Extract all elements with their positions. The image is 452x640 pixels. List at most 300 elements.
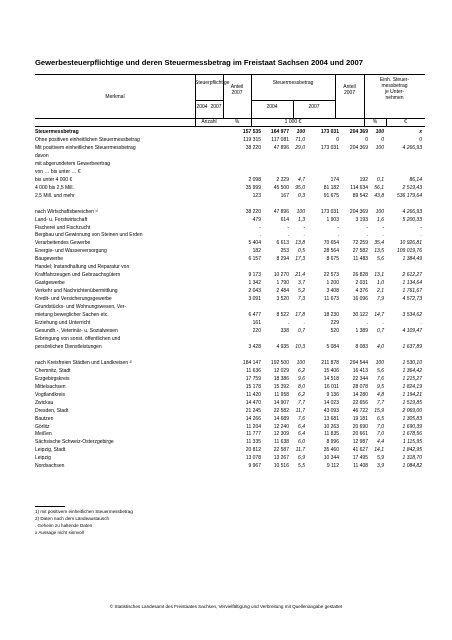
table-row — [35, 336, 425, 343]
table-cell: 0,1 — [377, 176, 384, 183]
table-cell: 6,4 — [298, 431, 305, 438]
table-cell: 28 078 — [352, 383, 368, 390]
table-cell: 100 — [296, 129, 305, 135]
table-row — [35, 431, 425, 438]
table-cell: 3 428 — [248, 343, 261, 350]
table-cell: 16 096 — [352, 296, 368, 303]
table-cell: 3,9 — [377, 463, 384, 470]
table-cell: . — [303, 320, 305, 327]
table-row — [35, 304, 425, 311]
header-einh-4: nehmen — [385, 95, 404, 101]
table-cell: 114 634 — [350, 184, 368, 191]
table-cell: 9 136 — [326, 391, 339, 398]
year-rule — [195, 100, 223, 101]
table-row — [35, 352, 425, 359]
header-einh-3: je Unter- — [384, 89, 405, 95]
row-label: Fischerei und Fischzucht — [35, 224, 91, 231]
table-row — [35, 232, 425, 239]
row-label: 2,5 Mill. und mehr — [35, 192, 75, 199]
table-cell: 11 835 — [324, 431, 339, 438]
table-row — [35, 455, 425, 462]
table-cell: 100 — [375, 129, 384, 135]
table-cell: . — [382, 232, 384, 239]
table-cell: 6,2 — [298, 391, 305, 398]
table-row — [35, 376, 425, 383]
table-row — [35, 264, 425, 271]
table-cell: 0 — [336, 136, 339, 143]
table-cell: 9 967 — [248, 463, 261, 470]
row-label: Gesundh.-, Veterinär- u. Sozialwesen — [35, 328, 118, 334]
table-cell: 167 — [280, 192, 289, 199]
table-row — [35, 439, 425, 446]
table-cell: 1 384,49 — [402, 256, 422, 263]
unit-anzahl: Anzahl — [201, 119, 217, 125]
table-cell: 3 534,62 — [402, 312, 422, 319]
table-cell: 86,14 — [409, 176, 422, 183]
table-row — [35, 424, 425, 431]
table-cell: 9,6 — [298, 375, 305, 382]
table-cell: 20 661 — [352, 431, 368, 438]
row-label: Görlitz — [35, 423, 50, 430]
footnote: 1) mit positivem einheitlichen Steuermessbetrag — [35, 509, 133, 514]
header-steuerpflichtige: Steuerpflichtige — [195, 80, 230, 86]
table-row — [35, 145, 425, 152]
table-cell: 2,1 — [377, 288, 384, 295]
table-cell: 8 996 — [326, 439, 339, 446]
table-row — [35, 137, 425, 144]
table-cell: . — [287, 232, 289, 239]
unit-eur: € — [404, 119, 407, 125]
table-cell: 184 147 — [242, 359, 261, 366]
table-cell: 4,0 — [377, 343, 384, 350]
table-cell: 5,6 — [377, 256, 384, 263]
table-row — [35, 384, 425, 391]
table-cell: 173 031 — [320, 208, 339, 215]
table-cell: 13,1 — [374, 272, 384, 279]
row-label: Handel; Instandhaltung und Reparatur von — [35, 264, 130, 271]
table-cell: 7,6 — [298, 415, 305, 422]
row-label: mit abgerundetem Gewerbeertrag — [35, 160, 111, 167]
table-cell: 29,0 — [295, 144, 305, 151]
table-cell: 17,3 — [295, 256, 305, 263]
table-cell: 21,4 — [295, 272, 305, 279]
table-cell: - — [366, 224, 368, 231]
table-cell: 9 112 — [326, 463, 339, 470]
header-year-2004: 2004 — [196, 104, 208, 110]
footnote: 2) Daten nach dem Ländeaustausch — [35, 516, 110, 521]
table-cell: 1 824,19 — [402, 383, 422, 390]
table-cell: 22 656 — [352, 399, 368, 406]
row-label: 4 000 bis 2,5 Mill. — [35, 184, 74, 191]
table-cell: 1,3 — [298, 216, 305, 223]
table-cell: 22 582 — [273, 407, 289, 414]
table-cell: 15 406 — [323, 367, 339, 374]
table-cell: 2 069,00 — [402, 407, 422, 414]
table-cell: 1,6 — [377, 216, 384, 223]
table-cell: 100 — [296, 359, 305, 366]
table-row — [35, 447, 425, 454]
table-cell: 6,4 — [298, 423, 305, 430]
table-cell: 7,9 — [377, 296, 384, 303]
table-cell: 1 761,67 — [402, 288, 422, 295]
table-cell: 11 636 — [246, 367, 261, 374]
table-cell: 47 896 — [273, 208, 289, 215]
header-anteil-year: 2007 — [343, 90, 356, 96]
row-label: Land- u. Forstwirtschaft — [35, 216, 88, 223]
table-cell: 4 266,93 — [402, 208, 422, 215]
table-cell: 19 181 — [352, 415, 368, 422]
footnote-rule — [35, 506, 65, 507]
table-cell: 0,3 — [298, 192, 305, 199]
table-cell: 2 098 — [248, 176, 261, 183]
table-cell: 10,3 — [295, 343, 305, 350]
table-cell: 2 043 — [248, 288, 261, 295]
footnote: . Geheim zu haltende Daten — [35, 523, 93, 528]
table-cell: 11 408 — [353, 463, 368, 470]
table-cell: - — [382, 224, 384, 231]
table-cell: 100 — [296, 208, 305, 215]
row-label: bis unter 4 000 € — [35, 176, 73, 183]
table-cell: 12 987 — [352, 439, 368, 446]
table-row — [35, 153, 425, 160]
table-cell: 10 344 — [323, 455, 339, 462]
table-cell: 1 115,95 — [402, 439, 422, 446]
table-cell: 192 500 — [270, 359, 289, 366]
table-row — [35, 161, 425, 168]
table-cell: 536 179,64 — [396, 192, 422, 199]
table-cell: 5 404 — [248, 240, 261, 247]
row-label: Gastgewerbe — [35, 280, 65, 287]
row-label: Chemnitz, Stadt — [35, 367, 71, 374]
table-cell: 14 689 — [273, 415, 289, 422]
page-title: Gewerbesteuerpflichtige und deren Steuermessbetrag im Freistaat Sachsen 2004 und 2007 — [35, 58, 363, 67]
row-label: Erzgebirgskreis — [35, 375, 70, 382]
table-cell: 2 612,27 — [402, 272, 422, 279]
table-cell: 182 — [252, 248, 261, 255]
table-cell: 6,0 — [298, 439, 305, 446]
table-row — [35, 328, 425, 335]
table-cell: 7,3 — [298, 296, 305, 303]
table-cell: 15,9 — [374, 407, 384, 414]
table-cell: 1 200 — [326, 280, 339, 287]
row-label: Meißen — [35, 431, 52, 438]
table-row — [35, 201, 425, 208]
table-row — [35, 400, 425, 407]
table-cell: 41 627 — [352, 447, 368, 454]
table-cell: 1 678,56 — [402, 431, 422, 438]
table-cell: 18 230 — [323, 312, 339, 319]
table-row — [35, 368, 425, 375]
table-row — [35, 312, 425, 319]
table-cell: 7,6 — [377, 375, 384, 382]
table-cell: 47 896 — [273, 144, 289, 151]
table-cell: 11 420 — [246, 391, 261, 398]
table-row — [35, 360, 425, 367]
table-cell: 43,8 — [374, 192, 384, 199]
table-cell: 3 091 — [248, 296, 261, 303]
table-cell: 17 759 — [245, 375, 261, 382]
table-cell: 294 544 — [349, 359, 368, 366]
table-cell: 5 200,33 — [402, 216, 422, 223]
table-cell: 5,2 — [298, 288, 305, 295]
table-cell: 1 084,82 — [402, 463, 422, 470]
table-cell: 192 — [359, 176, 368, 183]
table-cell: 14,1 — [374, 447, 384, 454]
row-label: Leipzig — [35, 455, 51, 462]
table-cell: 1 637,89 — [402, 343, 422, 350]
row-label: Ohne positiven einheitlichen Steuermessbetrag — [35, 136, 140, 143]
row-label: nach Kreisfreien Städten und Landkreisen ²⁾ — [35, 359, 133, 366]
table-row — [35, 193, 425, 200]
table-cell: 13 078 — [245, 455, 261, 462]
table-cell: 10 270 — [273, 272, 289, 279]
table-cell: 5,6 — [377, 367, 384, 374]
table-row — [35, 240, 425, 247]
table-cell: 22 587 — [273, 447, 289, 454]
table-row — [35, 225, 425, 232]
table-cell: 4 376 — [355, 288, 368, 295]
table-cell: 8 294 — [276, 256, 289, 263]
table-cell: 109 019,76 — [396, 248, 422, 255]
table-cell: 14,7 — [374, 312, 384, 319]
row-label: persönlichen Dienstleistungen — [35, 343, 102, 350]
table-cell: 22 344 — [352, 375, 368, 382]
table-cell: 7,7 — [377, 399, 384, 406]
row-label: Kredit- und Versicherungsgewerbe — [35, 296, 112, 303]
table-cell: 0,7 — [298, 328, 305, 334]
table-cell: 11 638 — [274, 439, 289, 446]
table-row — [35, 408, 425, 415]
table-cell: 479 — [252, 216, 261, 223]
table-cell: 18 386 — [273, 375, 289, 382]
table-cell: 4,8 — [377, 391, 384, 398]
table-cell: 123 — [252, 192, 261, 199]
table-cell: 14 470 — [245, 399, 261, 406]
table-cell: 1 215,27 — [402, 375, 422, 382]
table-cell: 1 530,10 — [402, 359, 422, 366]
row-label: Kraftfahrzeugen und Gebrauchsgütern — [35, 272, 121, 279]
table-cell: 14 907 — [273, 399, 289, 406]
table-cell: 174 — [330, 176, 339, 183]
row-label: von … bis unter … € — [35, 168, 81, 175]
header-bottom-rule — [35, 126, 425, 127]
table-cell: 20 690 — [352, 423, 368, 430]
table-cell: 0,7 — [377, 328, 384, 334]
table-cell: 16 011 — [324, 383, 339, 390]
row-label: mietung beweglicher Sachen etc. — [35, 312, 109, 319]
table-cell: 43 093 — [323, 407, 339, 414]
table-cell: 1 389 — [355, 328, 368, 334]
row-label: nach Wirtschaftsbereichen ¹⁾ — [35, 208, 99, 215]
table-cell: 3,7 — [298, 280, 305, 287]
table-cell: 8 675 — [326, 256, 339, 263]
table-cell: 27 582 — [352, 248, 368, 255]
row-label: Grundstücks- und Wohnungswesen, Ver- — [35, 304, 127, 311]
table-cell: 11 777 — [246, 431, 261, 438]
table-cell: 1 842,95 — [402, 447, 422, 454]
table-cell: 9 173 — [248, 272, 261, 279]
table-cell: 12 240 — [273, 423, 289, 430]
header-anteil-year: 2007 — [231, 90, 243, 96]
row-label: Bergbau und Gewinnung von Steinen und Erden — [35, 232, 143, 239]
table-cell: 6 477 — [248, 312, 261, 319]
table-cell: . — [420, 320, 422, 327]
table-row — [35, 248, 425, 255]
table-cell: 117 081 — [271, 136, 289, 143]
table-cell: 3 408 — [326, 288, 339, 295]
table-cell: 6 613 — [276, 240, 289, 247]
table-cell: 14 266 — [245, 415, 261, 422]
row-label: Verarbeitendes Gewerbe — [35, 240, 91, 247]
table-cell: 12 029 — [273, 367, 289, 374]
table-cell: 7,7 — [298, 399, 305, 406]
table-cell: 14 518 — [323, 375, 339, 382]
table-cell: 26 828 — [352, 272, 368, 279]
table-row — [35, 288, 425, 295]
header-anteil: Anteil — [230, 84, 244, 90]
table-cell: 4,4 — [377, 439, 384, 446]
table-cell: 28 564 — [323, 248, 339, 255]
table-cell: 20 812 — [245, 447, 261, 454]
table-cell: 11,7 — [295, 447, 305, 454]
table-cell: 7,0 — [377, 431, 384, 438]
table-cell: . — [303, 232, 305, 239]
table-cell: 6,9 — [298, 455, 305, 462]
table-cell: 22 573 — [323, 272, 339, 279]
table-cell: 71,0 — [295, 136, 305, 143]
table-cell: 229 — [330, 320, 339, 327]
table-cell: 45 500 — [273, 184, 289, 191]
table-cell: 95,0 — [295, 184, 305, 191]
table-cell: 35,4 — [374, 240, 384, 247]
table-row — [35, 392, 425, 399]
row-label: Verkehr und Nachrichtenübermittlung — [35, 288, 118, 295]
table-cell: 173 031 — [320, 129, 339, 135]
table-cell: 5 084 — [326, 343, 339, 350]
row-label: Baugewerbe — [35, 256, 64, 263]
footnote: x Aussage nicht sinnvoll — [35, 530, 84, 535]
table-cell: - — [420, 224, 422, 231]
table-cell: 12 309 — [273, 431, 289, 438]
table-cell: 11 204 — [246, 423, 261, 430]
table-cell: 204 369 — [349, 129, 368, 135]
header-einh-2: messbetrag — [381, 83, 408, 89]
table-cell: 4,7 — [298, 176, 305, 183]
table-cell: 38 220 — [245, 144, 261, 151]
table-row — [35, 344, 425, 351]
table-cell: 204 369 — [349, 208, 368, 215]
table-cell: 3 193 — [355, 216, 368, 223]
table-cell: 157 535 — [242, 129, 261, 135]
table-cell: 10 926,81 — [399, 240, 422, 247]
table-row — [35, 296, 425, 303]
table-cell: 4 109,47 — [402, 328, 422, 334]
table-cell: 8 522 — [276, 312, 289, 319]
table-cell: 0,5 — [298, 248, 305, 255]
unit-pct: % — [234, 119, 240, 125]
table-cell: 1 519,85 — [402, 399, 422, 406]
table-cell: 161 — [252, 320, 261, 327]
table-cell: 100 — [375, 144, 384, 151]
table-cell: - — [337, 224, 339, 231]
table-cell: 3 520 — [276, 296, 289, 303]
table-cell: 30 122 — [352, 312, 368, 319]
table-cell: 2 229 — [276, 176, 289, 183]
header-year-2004: 2004 — [266, 104, 278, 110]
row-label: Dresden, Stadt — [35, 407, 69, 414]
row-label: Bautzen — [35, 415, 54, 422]
table-cell: 46 722 — [352, 407, 368, 414]
table-cell: 14 280 — [352, 391, 368, 398]
table-cell: 253 — [280, 248, 289, 255]
table-cell: 8,0 — [298, 383, 305, 390]
table-row — [35, 169, 425, 176]
table-row — [35, 280, 425, 287]
table-cell: 6,2 — [298, 367, 305, 374]
table-cell: 4 266,93 — [402, 144, 422, 151]
table-cell: 11 958 — [274, 391, 289, 398]
table-cell: 35 460 — [323, 447, 339, 454]
col-divider — [335, 74, 336, 118]
table-cell: 100 — [375, 208, 384, 215]
table-cell: 13 681 — [323, 415, 339, 422]
row-label: Erziehung und Unterricht — [35, 320, 91, 327]
table-cell: 520 — [330, 328, 339, 334]
table-cell: . — [366, 232, 368, 239]
table-cell: 10 263 — [323, 423, 339, 430]
row-label: Energie- und Wasserversorgung — [35, 248, 107, 255]
table-row — [35, 209, 425, 216]
table-cell: 15 178 — [245, 383, 261, 390]
header-year-2007: 2007 — [210, 104, 222, 110]
row-label: Erbringung von sonst. öffentlichen und — [35, 335, 121, 342]
table-cell: 173 031 — [320, 144, 339, 151]
table-cell: 2 484 — [276, 288, 289, 295]
table-cell: 11 335 — [246, 439, 261, 446]
table-cell: 0 — [365, 136, 368, 143]
table-cell: 5,5 — [298, 463, 305, 470]
table-cell: 0 — [419, 136, 422, 143]
row-label: Mittelsachsen — [35, 383, 66, 390]
table-cell: 1 194,21 — [402, 391, 422, 398]
table-cell: 81 182 — [323, 184, 339, 191]
table-cell: 220 — [252, 328, 261, 334]
table-cell: 13,8 — [295, 240, 305, 247]
table-cell: x — [419, 129, 422, 135]
table-cell: 21 245 — [245, 407, 261, 414]
table-cell: 17,8 — [295, 312, 305, 319]
header-anteil: Anteil — [343, 84, 356, 90]
table-cell: 56,1 — [374, 184, 384, 191]
table-row — [35, 272, 425, 279]
table-cell: 0 — [381, 136, 384, 143]
table-cell: . — [287, 320, 289, 327]
table-cell: 6,5 — [377, 415, 384, 422]
table-cell: . — [337, 232, 339, 239]
table-cell: 17 495 — [352, 455, 368, 462]
table-row — [35, 185, 425, 192]
table-cell: 1,0 — [377, 280, 384, 287]
table-cell: . — [382, 320, 384, 327]
row-label: Mit positivem einheitlichen Steuermessbetrag — [35, 144, 136, 151]
table-cell: 7,0 — [377, 423, 384, 430]
row-label: Leipzig, Stadt — [35, 447, 66, 454]
table-cell: 11,7 — [295, 407, 305, 414]
header-steuermessbetrag: Steuermessbetrag — [272, 80, 314, 86]
table-cell: 4 572,73 — [402, 296, 422, 303]
table-cell: 1 690,39 — [402, 423, 422, 430]
table-top-rule — [35, 74, 425, 75]
